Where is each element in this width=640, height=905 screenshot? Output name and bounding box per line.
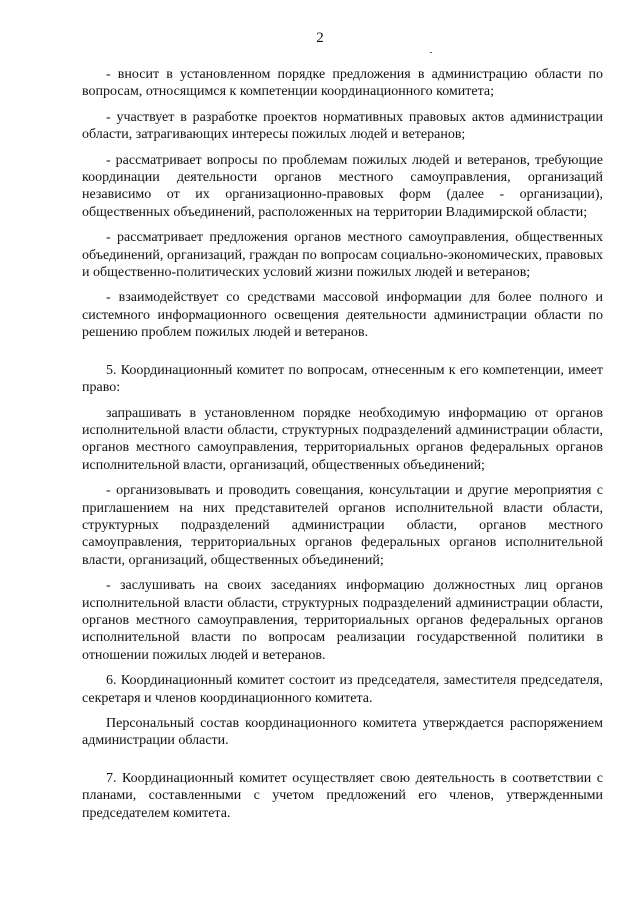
paragraph-personnel: Персональный состав координационного комитета утверждается распоряжением администрации области. — [82, 716, 603, 749]
section-gap — [82, 758, 603, 770]
paragraph-meetings: - организовывать и проводить совещания, консультации и другие мероприятия с приглашением на них представителей органов исполнительной власти области, структурных подразделений администрации области, органов местного самоуправления, территориальных органов федеральных органов исполнительной власти, организаций, общественных объединений; — [82, 483, 603, 568]
paragraph-composition: 6. Координационный комитет состоит из председателя, заместителя председателя, секретаря и членов координационного комитета. — [82, 673, 603, 706]
section-gap — [82, 350, 603, 362]
paragraph-request-info: запрашивать в установленном порядке необходимую информацию от органов исполнительной власти области, структурных подразделений администрации области, органов местного самоуправления, территориальных органов федеральных органов исполнительной власти, организаций, общественных объединений; — [82, 405, 603, 473]
paragraph-considers-proposals: - рассматривает предложения органов местного самоуправления, общественных объединений, организаций, граждан по вопросам социально-экономических, правовых и общественно-политических условий жизни пожилых людей и ветеранов; — [82, 230, 603, 281]
document-body — [82, 66, 603, 830]
paragraph-rights-heading: 5. Координационный комитет по вопросам, отнесенным к его компетенции, имеет право: — [82, 362, 603, 396]
paragraph-hearings: - заслушивать на своих заседаниях информацию должностных лиц органов исполнительной власти области, структурных подразделений администрации области, органов местного самоуправления, территориальных органов федеральных органов исполнительной власти по вопросам реализации государственной политики в отношении пожилых людей и ветеранов. — [82, 578, 603, 663]
paragraph-media: - взаимодействует со средствами массовой информации для более полного и системного информационного освещения деятельности администрации области по решению проблем пожилых людей и ветеранов. — [82, 290, 603, 341]
paragraph-activity: 7. Координационный комитет осуществляет свою деятельность в соответствии с планами, составленными с учетом предложений его членов, утвержденными председателем комитета. — [82, 770, 603, 821]
page-number: 2 — [316, 30, 324, 46]
paragraph-coordination: - рассматривает вопросы по проблемам пожилых людей и ветеранов, требующие координации деятельности органов местного самоуправления, организаций независимо от их организационно-правовых форм (далее - организации), общественных объединений, расположенных на территории Владимирской области; — [82, 152, 603, 220]
scan-speck — [430, 52, 432, 53]
paragraph-drafting: - участвует в разработке проектов нормативных правовых актов администрации области, затрагивающих интересы пожилых людей и ветеранов; — [82, 109, 603, 143]
paragraph-proposals: - вносит в установленном порядке предложения в администрацию области по вопросам, относящимся к компетенции координационного комитета; — [82, 67, 603, 100]
